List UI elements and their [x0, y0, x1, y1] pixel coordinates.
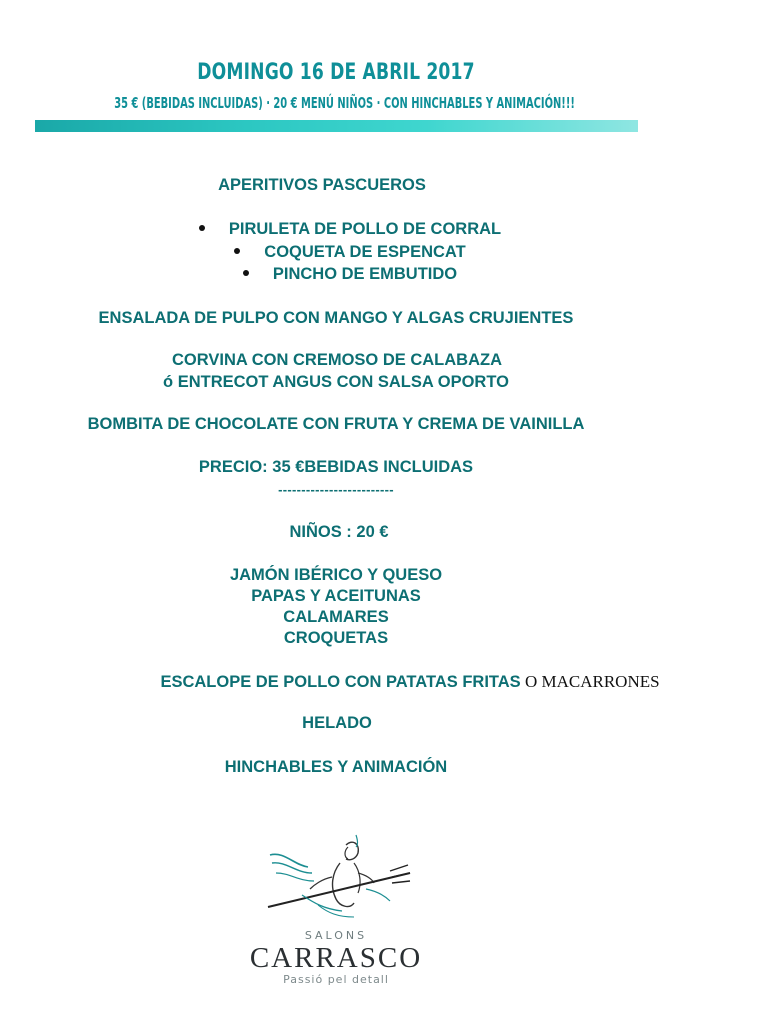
kids-item: CALAMARES: [283, 608, 389, 626]
aperitivo-item: [0, 265, 700, 284]
aperitivo-item-label: COQUETA DE ESPENCAT: [264, 243, 466, 261]
main-course-option-1: CORVINA CON CREMOSO DE CALABAZA: [171, 351, 502, 369]
kids-main-course-label: ESCALOPE DE POLLO CON PATATAS FRITAS: [160, 673, 521, 691]
logo-brand-name: CARRASCO: [249, 942, 423, 974]
kids-dessert: HELADO: [302, 714, 372, 732]
dessert-course: BOMBITA DE CHOCOLATE CON FRUTA Y CREMA DE VAINILLA: [87, 415, 585, 433]
kids-item: JAMÓN IBÉRICO Y QUESO: [229, 566, 443, 584]
aperitivo-item-label: PINCHO DE EMBUTIDO: [272, 265, 458, 283]
aperitivo-item: [0, 243, 700, 262]
kids-extras: HINCHABLES Y ANIMACIÓN: [224, 758, 448, 776]
kids-item: CROQUETAS: [283, 629, 389, 647]
bullet-icon: [243, 270, 249, 276]
separator-line: -------------------------: [278, 482, 394, 497]
aperitivo-item-label: PIRULETA DE POLLO DE CORRAL: [228, 220, 502, 238]
logo-salons-text: SALONS: [304, 929, 368, 942]
aperitivos-heading: APERITIVOS PASCUEROS: [218, 176, 426, 194]
page-subtitle: 35 € (BEBIDAS INCLUIDAS) · 20 € MENÚ NIÑOS · CON HINCHABLES Y ANIMACIÓN!!!: [114, 94, 575, 112]
main-course-option-2: ó ENTRECOT ANGUS CON SALSA OPORTO: [163, 373, 509, 391]
aperitivo-item: [0, 220, 700, 239]
kids-main-course: [0, 672, 767, 692]
kids-item: PAPAS Y ACEITUNAS: [251, 587, 421, 605]
fisherman-with-harpoon-icon: [262, 833, 412, 923]
price-line: PRECIO: 35 €BEBIDAS INCLUIDAS: [198, 458, 474, 476]
bullet-icon: [234, 248, 240, 254]
ensalada-course: ENSALADA DE PULPO CON MANGO Y ALGAS CRUJIENTES: [98, 309, 574, 327]
kids-menu-heading: NIÑOS : 20 €: [289, 523, 389, 541]
bullet-icon: [199, 225, 205, 231]
logo-tagline: Passió pel detall: [283, 973, 389, 986]
header-divider-bar: [35, 120, 638, 132]
page-title: DOMINGO 16 DE ABRIL 2017: [197, 60, 475, 85]
kids-main-course-alternative: O MACARRONES: [520, 672, 660, 691]
